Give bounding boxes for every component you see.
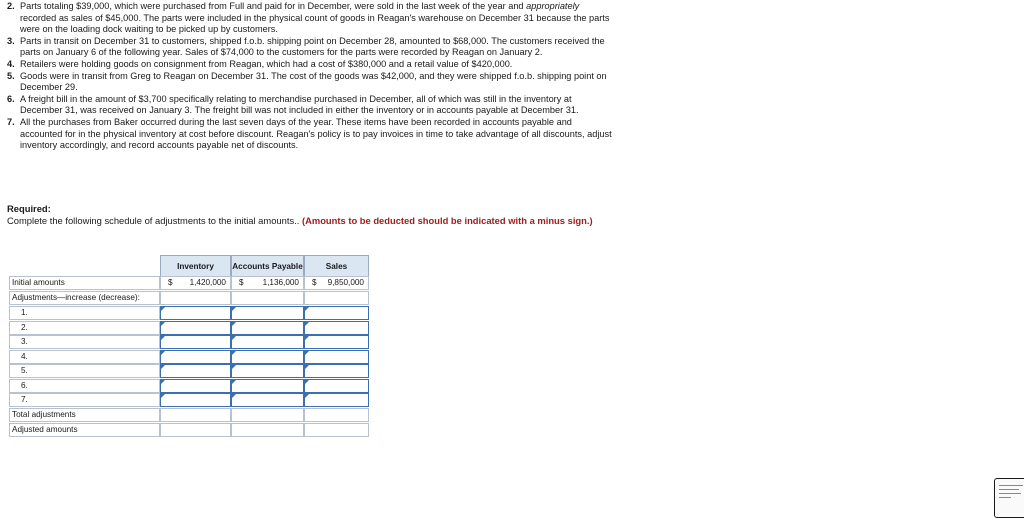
currency-sign: $	[168, 278, 173, 287]
adjustment-number: 5.	[9, 364, 160, 378]
accounts-payable-adjustment-input[interactable]	[231, 364, 304, 378]
problem-number: 7.	[7, 116, 15, 127]
header-accounts-payable: Accounts Payable	[231, 255, 304, 277]
total-sales-cell	[304, 408, 369, 422]
blank-cell	[231, 291, 304, 305]
adjusted-accounts-payable-cell	[231, 423, 304, 437]
adjustment-number: 3.	[9, 335, 160, 349]
problem-number: 2.	[7, 1, 15, 11]
inventory-adjustment-input[interactable]	[160, 350, 231, 364]
sales-adjustment-input[interactable]	[304, 379, 369, 393]
total-adjustments-row	[9, 408, 369, 422]
adjusted-amounts-label: Adjusted amounts	[9, 423, 160, 437]
problem-emphasis: appropriately	[526, 1, 580, 11]
currency-sign: $	[239, 278, 244, 287]
inventory-adjustment-input[interactable]	[160, 321, 231, 335]
blank-cell	[304, 291, 369, 305]
currency-sign: $	[312, 278, 317, 287]
problem-item	[7, 94, 612, 117]
thumb-line	[999, 489, 1019, 490]
adjustment-row	[9, 393, 369, 407]
problem-number: 5.	[7, 70, 15, 81]
problem-text: Parts in transit on December 31 to customers, shipped f.o.b. shipping point on December 28, amounted to $68,000. The customers received the parts on January 6 of the following year. Sales of $74,000 to the customers for the parts were recorded by Reagan on January 2.	[20, 35, 605, 58]
adjustment-row	[9, 350, 369, 364]
inventory-adjustment-input[interactable]	[160, 335, 231, 349]
header-inventory: Inventory	[160, 255, 231, 277]
problem-number: 4.	[7, 58, 15, 69]
required-text: Complete the following schedule of adjustments to the initial amounts..	[7, 214, 302, 226]
sales-adjustment-input[interactable]	[304, 350, 369, 364]
problem-text: Goods were in transit from Greg to Reagan on December 31. The cost of the goods was $42,000, and they were shipped f.o.b. shipping point on December 29.	[20, 70, 607, 93]
total-inventory-cell	[160, 408, 231, 422]
total-adjustments-label: Total adjustments	[9, 408, 160, 422]
initial-sales-value: 9,850,000	[327, 278, 364, 287]
adjusted-amounts-row	[9, 423, 369, 437]
adjusted-inventory-cell	[160, 423, 231, 437]
required-section	[7, 203, 617, 227]
problem-text: Parts totaling $39,000, which were purchased from Full and paid for in December, were sold in the last week of the year and	[20, 1, 527, 11]
blank-cell	[160, 291, 231, 305]
initial-inventory	[160, 276, 231, 290]
adjustment-row	[9, 379, 369, 393]
adjustment-number: 4.	[9, 350, 160, 364]
problem-item	[7, 36, 612, 59]
sales-adjustment-input[interactable]	[304, 306, 369, 320]
thumb-line	[999, 497, 1011, 498]
problem-item	[7, 117, 612, 152]
accounts-payable-adjustment-input[interactable]	[231, 335, 304, 349]
adjustments-heading-row	[9, 291, 369, 305]
required-heading: Required:	[7, 203, 51, 214]
page-thumbnail[interactable]	[994, 478, 1024, 518]
problem-list	[7, 1, 612, 152]
accounts-payable-adjustment-input[interactable]	[231, 321, 304, 335]
initial-inventory-value: 1,420,000	[189, 278, 226, 287]
initial-amounts-row	[9, 276, 369, 290]
header-sales: Sales	[304, 255, 369, 277]
adjustment-row	[9, 364, 369, 378]
adjustment-row	[9, 335, 369, 349]
problem-text: Retailers were holding goods on consignment from Reagan, which had a cost of $380,000 and a retail value of $420,000.	[20, 58, 513, 69]
problem-text-cont: recorded as sales of $45,000. The parts were included in the physical count of goods in Reagan's warehouse on December 31 because the parts were on the loading dock waiting to be picked up by customers.	[20, 12, 610, 35]
sales-adjustment-input[interactable]	[304, 335, 369, 349]
adjustments-label: Adjustments—increase (decrease):	[9, 291, 160, 305]
accounts-payable-adjustment-input[interactable]	[231, 350, 304, 364]
sales-adjustment-input[interactable]	[304, 321, 369, 335]
total-accounts-payable-cell	[231, 408, 304, 422]
problem-item	[7, 59, 612, 71]
adjusted-sales-cell	[304, 423, 369, 437]
sales-adjustment-input[interactable]	[304, 393, 369, 407]
adjustment-number: 2.	[9, 321, 160, 335]
adjustment-row	[9, 306, 369, 320]
accounts-payable-adjustment-input[interactable]	[231, 379, 304, 393]
required-instructions	[7, 215, 617, 227]
accounts-payable-adjustment-input[interactable]	[231, 393, 304, 407]
minus-sign-note: (Amounts to be deducted should be indicated with a minus sign.)	[301, 214, 593, 226]
adjustment-number: 6.	[9, 379, 160, 393]
initial-amounts-label: Initial amounts	[9, 276, 160, 290]
initial-sales	[304, 276, 369, 290]
inventory-adjustment-input[interactable]	[160, 379, 231, 393]
inventory-adjustment-input[interactable]	[160, 364, 231, 378]
initial-accounts-payable-value: 1,136,000	[262, 278, 299, 287]
adjustment-number: 1.	[9, 306, 160, 320]
initial-accounts-payable	[231, 276, 304, 290]
inventory-adjustment-input[interactable]	[160, 393, 231, 407]
problem-text: A freight bill in the amount of $3,700 specifically relating to merchandise purchased in December, all of which was still in the inventory at December 31, was received on January 3. The freight bill was not included in either the inventory or in accounts payable at December 31.	[20, 93, 579, 116]
thumb-line	[999, 493, 1021, 494]
problem-item	[7, 1, 612, 36]
sales-adjustment-input[interactable]	[304, 364, 369, 378]
adjustment-number: 7.	[9, 393, 160, 407]
accounts-payable-adjustment-input[interactable]	[231, 306, 304, 320]
problem-text: All the purchases from Baker occurred during the last seven days of the year. These items have been recorded in accounts payable and accounted for in the physical inventory at cost before discount. Reagan's policy is to pay invoices in time to take advantage of all discounts, adjust inventory accordingly, and record accounts payable net of discounts.	[20, 116, 612, 151]
inventory-adjustment-input[interactable]	[160, 306, 231, 320]
problem-number: 3.	[7, 35, 15, 46]
thumb-line	[999, 485, 1023, 486]
adjustment-row	[9, 321, 369, 335]
problem-number: 6.	[7, 93, 15, 104]
problem-item	[7, 71, 612, 94]
